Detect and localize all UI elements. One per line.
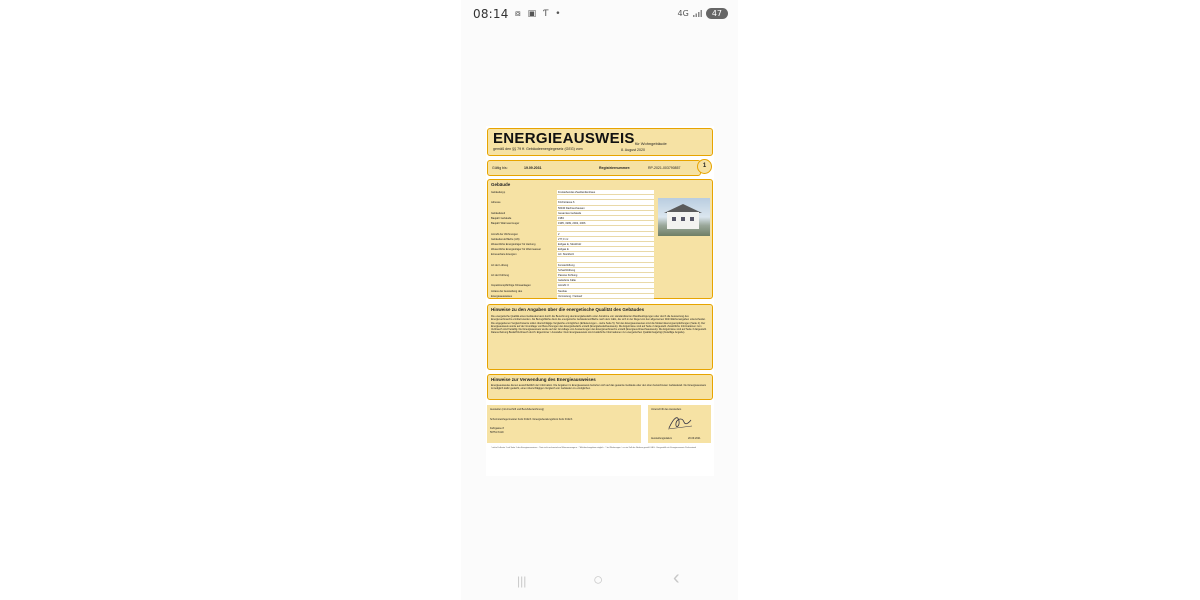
home-button[interactable]: ○ [593, 570, 604, 589]
building-rows [491, 190, 654, 299]
building-row-value: Erdgas E [557, 247, 654, 252]
building-row-label: Gebäudenutzfläche (AN) [491, 237, 520, 241]
building-row-label: Erneuerbare Energien [491, 253, 517, 257]
building-row [491, 294, 654, 299]
signature-box [648, 405, 711, 443]
navigation-bar [461, 567, 738, 596]
registration-number: RP-2021-003790857 [648, 166, 681, 170]
building-row-value: Anzahl: 0 [557, 283, 654, 288]
usage-notes-title: Hinweise zur Verwendung des Energieausweises [491, 377, 596, 382]
registration-label: Registriernummer: [599, 166, 631, 170]
quality-notes-section [487, 304, 713, 370]
building-row-label: Baujahr Wärmeerzeuger [491, 222, 520, 226]
quality-notes-text: Die energetische Qualität eines Gebäudes kann durch die Berechnung des Energiebedarfs unter Annahme von standardisierten Randbedingungen oder durch die Auswertung des Energieverbrauchs ermittelt werden. Als Bezugsfläche dient die energetische Gebäudenutzfläche nach dem GEG, die sich in der Regel von den allgemeinen Wohnflächenangaben unterscheidet. Die angegebenen Vergleichswerte sollen überschlägige Vergleiche ermöglichen (Erläuterungen – siehe Seite 5). Teil des Energieausweises sind die Modernisierungsempfehlungen (Seite 4). Der Energieausweis wurde auf der Grundlage von Berechnungen des Energiebedarfs erstellt (Energiebedarfsausweis). Die Ergebnisse sind auf Seite 2 dargestellt. Zusätzliche Informationen zum Verbrauch sind freiwillig. Der Energieausweis wurde auf der Grundlage von Auswertungen des Energieverbrauchs erstellt (Energieverbrauchsausweis). Die Ergebnisse sind auf Seite 3 dargestellt. Datenerhebung Bedarf/Verbrauch durch: Eigentümer / Aussteller. Dem Energieausweis sind zusätzliche Informationen zur energetischen Qualität beigefügt (freiwillige Angabe). [491, 315, 707, 335]
building-row-value: 1995, 1999, 2002, 2006 [557, 221, 654, 226]
status-bar [461, 0, 738, 28]
building-row-value: Fensterlüftung [557, 263, 654, 268]
building-row-label: Anzahl der Wohnungen [491, 232, 519, 236]
building-row-label: Anlass der Ausstellung des [491, 289, 523, 293]
back-button[interactable]: ‹ [673, 567, 680, 589]
issuer-label: Aussteller (mit Anschrift und Berufsbezeichnung) [490, 408, 544, 411]
building-row-label: Energieausweises [491, 294, 513, 298]
building-row-value: Vermietung / Verkauf [557, 294, 654, 299]
validity-bar [487, 160, 701, 176]
building-row-value: Neubau [557, 289, 654, 294]
document-header [487, 128, 713, 156]
building-row-value: Passive Kühlung [557, 273, 654, 278]
building-row-label: Art der Kühlung [491, 274, 510, 277]
building-row-label: Wesentliche Energieträger für Warmwasser [491, 248, 542, 252]
issuer-street: Fahrgasse 8 [490, 427, 504, 430]
recents-button[interactable]: ||| [517, 574, 527, 588]
issuer-name: Schornsteinfegermeister Felix Frölich / Energieberatungsbüro Felix Frölich [490, 418, 573, 421]
signal-icon [693, 10, 702, 17]
usage-notes-section [487, 374, 713, 400]
status-right [678, 8, 728, 19]
building-row-label: Wesentliche Energieträger für Heizung [491, 242, 536, 246]
law-date: 8. August 2020 [621, 148, 645, 152]
quality-notes-title: Hinweise zu den Angaben über die energetische Qualität des Gebäudes [491, 307, 645, 312]
building-row-label: Adresse [491, 201, 501, 205]
page-number-badge: 1 [697, 159, 712, 174]
energy-certificate-document[interactable] [486, 126, 714, 476]
building-row-value: Art: Stückholz [557, 252, 654, 257]
document-title: ENERGIEAUSWEIS [493, 130, 635, 147]
usage-notes-text: Energieausweise dienen ausschließlich der Information. Die Angaben im Energieausweis beziehen sich auf das gesamte Gebäude oder den oben bezeichneten Gebäudeteil. Der Energieausweis ist lediglich dafür gedacht, einen überschlägigen Vergleich von Gebäuden zu ermöglichen. [491, 384, 706, 391]
battery-level: 47 [706, 8, 728, 19]
valid-until: 19.09.2031 [524, 166, 542, 170]
issuer-city: 56751 Polch [490, 431, 504, 434]
building-row-label: Gebäudetyp [491, 191, 506, 194]
status-time: 08:14 [473, 7, 509, 21]
building-row-value: Schachtlüftung [557, 268, 654, 273]
building-row-value: 56340 Dachsenhausen [557, 206, 654, 211]
issue-date: 20.09.2021 [688, 437, 701, 440]
building-row-value: 277,0 m² [557, 237, 654, 242]
building-row-label: Art der Lüftung [491, 263, 509, 267]
valid-label: Gültig bis: [492, 166, 508, 170]
building-photo [658, 198, 710, 236]
building-section [487, 179, 713, 299]
signature-label: Unterschrift des Ausstellers [651, 408, 682, 411]
building-row-value: Erdgas E, Stückholz [557, 242, 654, 247]
building-section-title: Gebäude [491, 182, 511, 187]
signature-icon [666, 413, 694, 431]
building-row-value: 2 [557, 232, 654, 237]
notification-icons: ⧇ ▣ Ƭ • [515, 9, 563, 19]
building-row-value: 1983 [557, 216, 654, 221]
building-row-value: Gesamtes Gebäude [557, 211, 654, 216]
issue-date-label: Ausstellungsdatum [651, 437, 673, 440]
building-row-label: Baujahr Gebäude [491, 216, 512, 220]
building-row-value: Kirchstrasse 6 [557, 200, 654, 205]
document-subtitle: gemäß den §§ 79 ff. Gebäudeenergiegesetz (GEG) vom [493, 147, 583, 151]
building-row-value: Freistehendes Zweifamilienhaus [557, 190, 654, 195]
title-suffix: für Wohngebäude [635, 141, 667, 146]
building-row-value: Gelieferte Kälte [557, 278, 654, 283]
building-row-label: Inspektionspflichtige Klimaanlagen [491, 284, 531, 288]
footnotes: ¹ siehe Fußnote 1 auf Seite 1 des Energieausweises · ² bei nicht rechnerischen Wärmeerzeugern · ³ Mehrfachangaben möglich · ⁴ bei Wohnungen ⁵ nur im Fall der Neubau gemäß GEG · Hergestellt mit: Energieausweis Professional [491, 447, 697, 449]
building-row-label: Gebäudeteil [491, 211, 505, 215]
network-label: 4G [677, 9, 689, 18]
phone-screen [461, 0, 738, 600]
issuer-box [487, 405, 641, 443]
